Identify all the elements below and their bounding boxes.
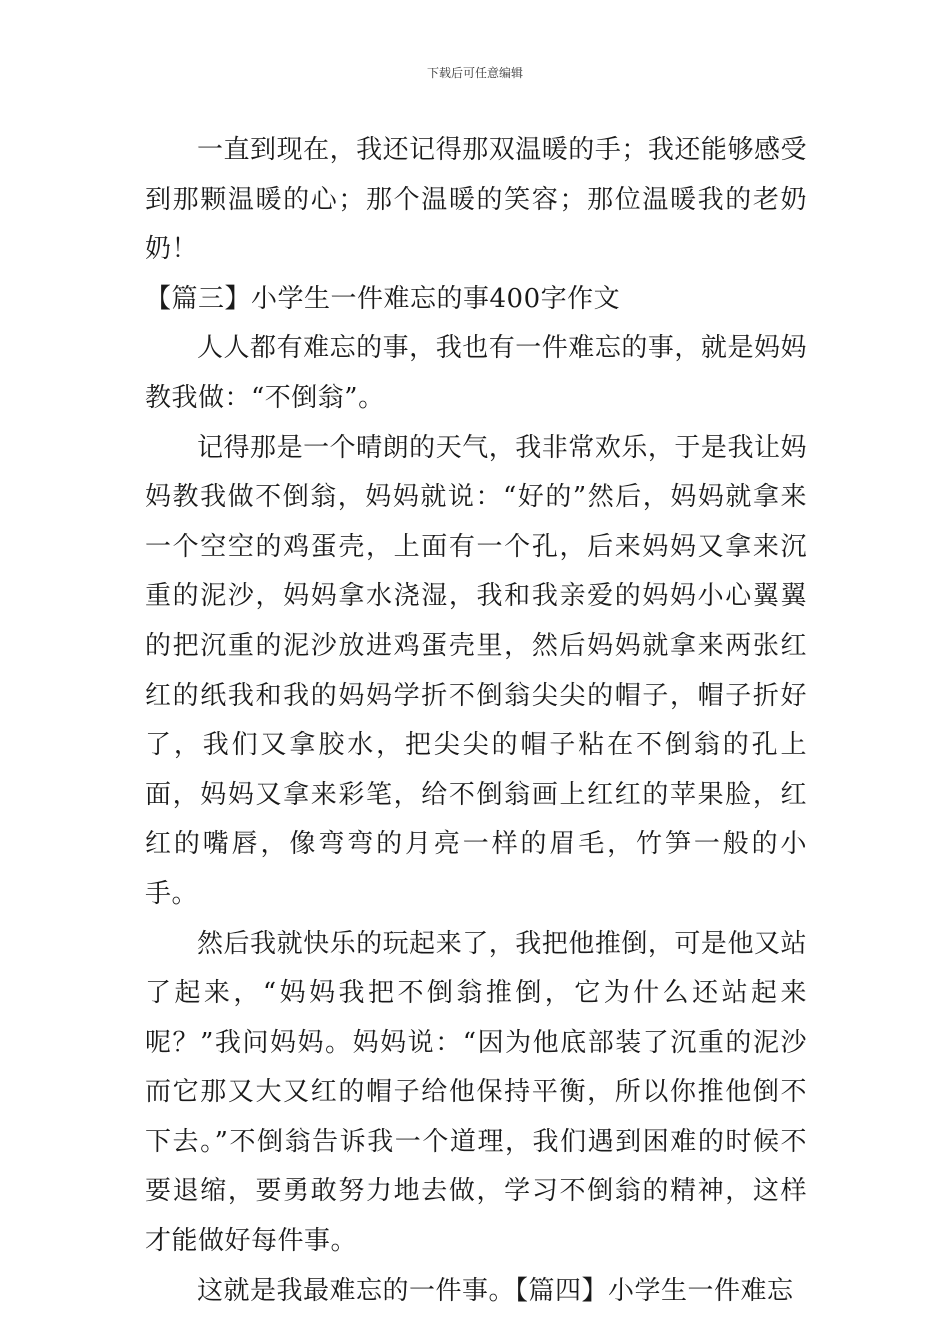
page-header-note: 下载后可任意编辑 [426, 66, 523, 80]
paragraph-4: 然后我就快乐的玩起来了，我把他推倒，可是他又站了起来，“妈妈我把不倒翁推倒，它为什么还站起来呢？”我问妈妈。妈妈说：“因为他底部装了沉重的泥沙而它那又大又红的帽子给他保持平衡，所以你推他倒不下去。”不倒翁告诉我一个道理，我们遇到困难的时候不要退缩，要勇敢努力地去做，学习不倒翁的精神，这样才能做好每件事。 [145, 928, 807, 1257]
paragraph-3: 记得那是一个晴朗的天气，我非常欢乐，于是我让妈妈教我做不倒翁，妈妈就说：“好的”然后，妈妈就拿来一个空空的鸡蛋壳，上面有一个孔，后来妈妈又拿来沉重的泥沙，妈妈拿水浇湿，我和我亲爱的妈妈小心翼翼的把沉重的泥沙放进鸡蛋壳里，然后妈妈就拿来两张红红的纸我和我的妈妈学折不倒翁尖尖的帽子，帽子折好了，我们又拿胶水，把尖尖的帽子粘在不倒翁的孔上面，妈妈又拿来彩笔，给不倒翁画上红红的苹果脸，红红的嘴唇，像弯弯的月亮一样的眉毛，竹笋一般的小手。 [145, 432, 807, 909]
paragraph-2: 人人都有难忘的事，我也有一件难忘的事，就是妈妈教我做：“不倒翁”。 [145, 333, 807, 413]
document-body [145, 126, 807, 1316]
section-heading: 【篇三】小学生一件难忘的事400字作文 [145, 283, 621, 314]
paragraph-5: 这就是我最难忘的一件事。【篇四】小学生一件难忘 [197, 1275, 794, 1306]
paragraph-1: 一直到现在，我还记得那双温暖的手；我还能够感受到那颗温暖的心；那个温暖的笑容；那位温暖我的老奶奶！ [145, 135, 807, 265]
